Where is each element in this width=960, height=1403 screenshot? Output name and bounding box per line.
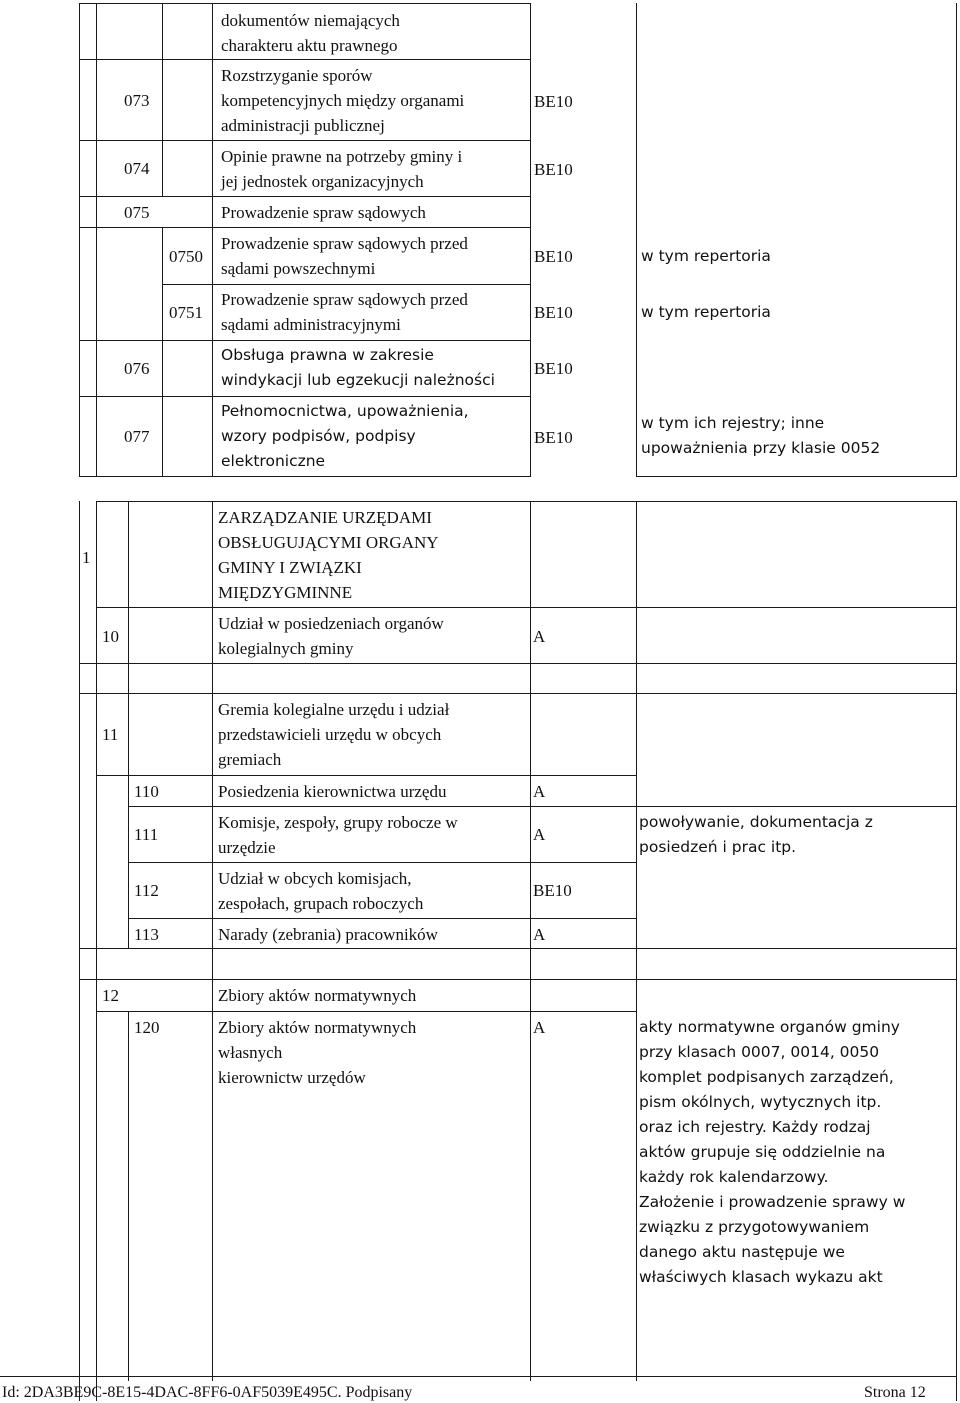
class-note: powoływanie, dokumentacja z posiedzeń i prac itp.: [639, 813, 873, 856]
rule: [96, 501, 97, 1401]
rule: [96, 501, 957, 502]
rule: [636, 501, 637, 1381]
class-title: Zbiory aktów normatywnych: [218, 986, 417, 1005]
rule: [79, 196, 530, 197]
class-code: 12: [102, 986, 119, 1005]
rule: [79, 59, 530, 60]
rule: [79, 979, 957, 980]
class-title: Prowadzenie spraw sądowych przed sądami powszechnymi: [221, 234, 468, 278]
rule: [530, 501, 531, 1381]
rule: [96, 775, 636, 776]
rule: [79, 693, 957, 694]
rule: [162, 284, 530, 285]
rule: [96, 607, 957, 608]
rule: [212, 3, 213, 477]
class-code: 120: [134, 1018, 160, 1037]
rule: [96, 3, 97, 477]
rule: [530, 3, 531, 477]
rule: [212, 501, 213, 1381]
class-title: Gremia kolegialne urzędu i udział przedstawicieli urzędu w obcych gremiach: [218, 700, 450, 769]
archive-category: A: [533, 825, 546, 844]
archive-category: BE10: [534, 303, 573, 322]
class-title: Rozstrzyganie sporów kompetencyjnych między organami administracji publicznej: [221, 66, 465, 135]
rule: [0, 1376, 957, 1377]
rule: [128, 918, 636, 919]
class-note: w tym ich rejestry; inne upoważnienia przy klasie 0052: [641, 414, 881, 457]
class-title: Zbiory aktów normatywnych własnych kierownictw urzędów: [218, 1018, 417, 1087]
rule: [128, 501, 129, 693]
class-title: Prowadzenie spraw sądowych: [221, 203, 426, 222]
rule: [79, 340, 530, 341]
class-title: ZARZĄDZANIE URZĘDAMI OBSŁUGUJĄCYMI ORGANY GMINY I ZWIĄZKI MIĘDZYGMINNE: [218, 508, 439, 602]
class-code: 074: [124, 159, 150, 178]
class-title: Pełnomocnictwa, upoważnienia, wzory podpisów, podpisy elektroniczne: [221, 402, 469, 470]
rule: [79, 948, 957, 949]
archive-category: BE10: [534, 160, 573, 179]
class-note: akty normatywne organów gminy przy klasach 0007, 0014, 0050 komplet podpisanych zarządzeń, pism okólnych, wytycznych itp. oraz ich rejestry. Każdy rodzaj aktów grupuje się oddzielnie na każdy rok kalendarzowy. Założenie i prowadzenie sprawy w związku z przygotowywaniem danego aktu następuje we właściwych klasach wykazu akt: [639, 1018, 906, 1286]
rule: [162, 3, 163, 197]
class-title: Prowadzenie spraw sądowych przed sądami administracyjnymi: [221, 290, 468, 334]
archive-category: A: [533, 627, 546, 646]
rule: [79, 501, 80, 1401]
rule: [79, 663, 957, 664]
rule: [636, 3, 637, 477]
class-code: 073: [124, 91, 150, 110]
class-title: Komisje, zespoły, grupy robocze w urzędzie: [218, 813, 458, 857]
archive-category: BE10: [534, 92, 573, 111]
class-code: 10: [102, 627, 119, 646]
archive-category: A: [533, 782, 546, 801]
class-code: 1: [82, 548, 91, 567]
class-code: 075: [124, 203, 150, 222]
archive-category: BE10: [534, 359, 573, 378]
class-code: 0751: [169, 303, 203, 322]
class-code: 112: [134, 881, 159, 900]
rule: [128, 862, 636, 863]
class-code: 110: [134, 782, 159, 801]
page-number: Strona 12: [864, 1384, 926, 1401]
archive-category: BE10: [534, 428, 573, 447]
archive-category: A: [533, 1018, 546, 1037]
archive-category: BE10: [533, 881, 572, 900]
rule: [79, 396, 530, 397]
class-code: 111: [134, 825, 159, 844]
class-code: 0750: [169, 247, 203, 266]
document-id-footer: Id: 2DA3BE9C-8E15-4DAC-8FF6-0AF5039E495C. Podpisany: [2, 1384, 413, 1401]
class-title: Posiedzenia kierownictwa urzędu: [218, 782, 447, 801]
class-code: 077: [124, 427, 150, 446]
class-note: w tym repertoria: [641, 303, 771, 321]
class-code: 076: [124, 359, 150, 378]
class-title: Narady (zebrania) pracowników: [218, 925, 438, 944]
rule: [128, 806, 957, 807]
rule: [162, 227, 163, 477]
class-note: w tym repertoria: [641, 247, 771, 265]
archive-category: A: [533, 925, 546, 944]
rule: [79, 227, 530, 228]
rule: [79, 140, 530, 141]
class-title: Udział w posiedzeniach organów kolegialnych gminy: [218, 614, 444, 658]
rule: [128, 693, 129, 948]
rule: [79, 3, 530, 4]
class-title: Opinie prawne na potrzeby gminy i jej jednostek organizacyjnych: [221, 147, 463, 191]
class-code: 113: [134, 925, 159, 944]
rule: [79, 476, 530, 477]
class-title: Obsługa prawna w zakresie windykacji lub egzekucji należności: [221, 346, 495, 389]
rule: [956, 3, 957, 477]
rule: [79, 3, 80, 477]
rule: [956, 501, 957, 1401]
class-code: 11: [102, 725, 119, 744]
rule: [128, 1011, 129, 1381]
class-title: Udział w obcych komisjach, zespołach, grupach roboczych: [218, 869, 424, 913]
archive-category: BE10: [534, 247, 573, 266]
rule: [96, 1011, 636, 1012]
rule: [636, 476, 956, 477]
class-title: dokumentów niemających charakteru aktu prawnego: [221, 11, 400, 55]
